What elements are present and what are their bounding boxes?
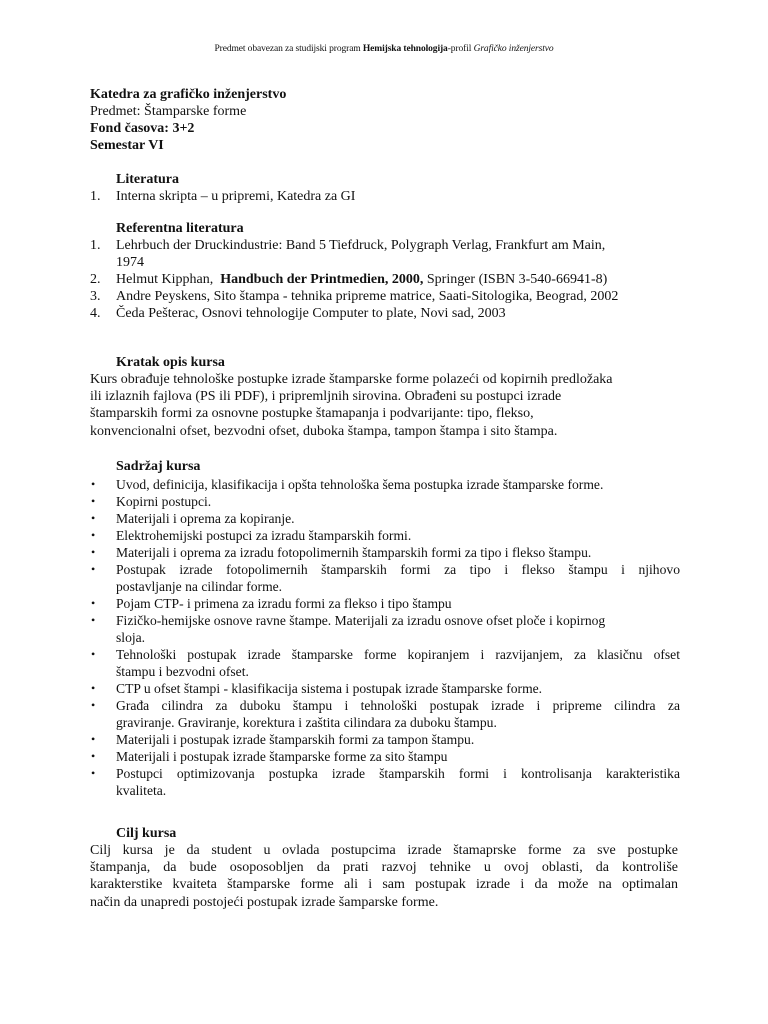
list-item-text: Materijali i oprema za izradu fotopolimernih štamparskih formi za tipo i flekso štampu. [116, 545, 592, 560]
list-item [90, 748, 680, 765]
bullet: • [91, 511, 96, 525]
reference-item [90, 271, 680, 288]
item-number: 4. [90, 306, 101, 321]
list-item-text: Tehnološki postupak izrade štamparske forme kopiranjem i razvijanjem, za klasičnu ofset [116, 647, 680, 662]
bullet: • [91, 698, 96, 712]
reference-heading: Referentna literatura [116, 221, 244, 236]
list-item [90, 731, 680, 748]
bullet: • [91, 596, 96, 610]
item-title: Handbuch der Printmedien, 2000, [220, 272, 424, 287]
list-item-text: Postupci optimizovanja postupka izrade štamparskih formi i kontrolisanja karakteristika [116, 766, 680, 781]
list-item-text-cont: kvaliteta. [116, 783, 167, 798]
department: Katedra za grafičko inženjerstvo [90, 87, 287, 102]
list-item [90, 765, 680, 799]
item-number: 2. [90, 272, 101, 287]
bullet: • [91, 477, 96, 491]
paragraph-line: štampanja, da bude osoposobljen da prati razvoj tehnike u ovoj oblasti, da kontroliše [90, 860, 678, 876]
paragraph-line: konvencionalni ofset, bezvodni ofset, duboka štampa, tampon štampa i sito štampa. [90, 423, 558, 439]
contents-list [90, 476, 680, 799]
course-subject: Predmet: Štamparske forme [90, 104, 247, 119]
item-number: 1. [90, 189, 101, 204]
literature-heading: Literatura [116, 172, 179, 187]
list-item [90, 561, 680, 595]
paragraph-line: način da unapredi postojeći postupak izrade šamparske forme. [90, 894, 439, 910]
reference-item [90, 288, 680, 305]
reference-item [90, 305, 680, 322]
list-item [90, 595, 680, 612]
bullet: • [91, 766, 96, 780]
list-item [90, 493, 680, 510]
literature-list [90, 188, 680, 205]
list-item-text: Pojam CTP- i primena za izradu formi za flekso i tipo štampu [116, 596, 452, 611]
semester: Semestar VI [90, 138, 164, 153]
bullet: • [91, 647, 96, 661]
contents-heading: Sadržaj kursa [116, 459, 201, 474]
item-publisher: Springer (ISBN 3-540-66941-8) [423, 272, 608, 287]
reference-list [90, 237, 680, 322]
bullet: • [91, 749, 96, 763]
list-item-text: Elektrohemijski postupci za izradu štamparskih formi. [116, 528, 412, 543]
list-item [90, 544, 680, 561]
list-item-text: Materijali i postupak izrade štamparske forme za sito štampu [116, 749, 448, 764]
goal-heading: Cilj kursa [116, 826, 177, 841]
list-item [90, 646, 680, 680]
course-info [90, 86, 678, 154]
item-text: Interna skripta – u pripremi, Katedra za GI [116, 189, 356, 204]
bullet: • [91, 545, 96, 559]
item-text: Lehrbuch der Druckindustrie: Band 5 Tiefdruck, Polygraph Verlag, Frankfurt am Main, [116, 238, 606, 253]
list-item-text-cont: postavljanje na cilindar forme. [116, 579, 283, 594]
reference-item [90, 237, 680, 271]
bullet: • [91, 681, 96, 695]
item-text-cont: 1974 [116, 255, 144, 270]
item-author: Helmut Kipphan, [116, 272, 221, 287]
header-profile: Grafičko inženjerstvo [473, 44, 554, 54]
bullet: • [91, 528, 96, 542]
bullet: • [91, 732, 96, 746]
list-item-text-cont: sloja. [116, 630, 146, 645]
list-item [90, 476, 680, 493]
list-item-text-cont: graviranje. Graviranje, korektura i zaštita cilindara za duboku štampu. [116, 715, 497, 730]
list-item-text: Postupak izrade fotopolimernih štamparskih formi za tipo i flekso štampu i njihovo [116, 562, 680, 577]
page-header [0, 44, 768, 54]
item-number: 1. [90, 238, 101, 253]
list-item-text: Građa cilindra za duboku štampu i tehnološki postupak izrade i pripreme cilindra za [116, 698, 680, 713]
literature-item [90, 188, 680, 205]
paragraph-line: štamparskih formi za osnovne postupke štamapanja i podvarijante: tipo, flekso, [90, 406, 534, 422]
list-item-text: Materijali i oprema za kopiranje. [116, 511, 295, 526]
item-number: 3. [90, 289, 101, 304]
list-item [90, 612, 680, 646]
list-item [90, 697, 680, 731]
paragraph-line: karakterstike kvaiteta štamparske forme ali i sam postupak izrade i da može na optimalan [90, 877, 678, 893]
item-text: Čeda Pešterac, Osnovi tehnologije Computer to plate, Novi sad, 2003 [116, 306, 506, 321]
hours-fund: Fond časova: 3+2 [90, 121, 195, 136]
goal-paragraph [90, 842, 678, 911]
list-item [90, 510, 680, 527]
list-item-text: Fizičko-hemijske osnove ravne štampe. Materijali za izradu osnove ofset ploče i kopirnog [116, 613, 606, 628]
list-item [90, 527, 680, 544]
header-prefix: Predmet obavezan za studijski program [214, 44, 363, 54]
item-text: Andre Peyskens, Sito štampa - tehnika pripreme matrice, Saati-Sitologika, Beograd, 2002 [116, 289, 619, 304]
paragraph-line: Cilj kursa je da student u ovlada postupcima izrade štamaprske forme za sve postupke [90, 843, 678, 858]
list-item-text-cont: štampu i bezvodni ofset. [116, 664, 249, 679]
header-middle: -profil [447, 44, 474, 54]
paragraph-line: ili izlaznih fajlova (PS ili PDF), i pripremljnih sirovina. Obrađeni su postupci izrade [90, 389, 562, 405]
bullet: • [91, 562, 96, 576]
bullet: • [91, 613, 96, 627]
list-item-text: Kopirni postupci. [116, 494, 212, 509]
list-item [90, 680, 680, 697]
description-heading: Kratak opis kursa [116, 355, 225, 370]
description-paragraph [90, 371, 678, 440]
list-item-text: Uvod, definicija, klasifikacija i opšta tehnološka šema postupka izrade štamparske forme. [116, 477, 604, 492]
list-item-text: Materijali i postupak izrade štamparskih formi za tampon štampu. [116, 732, 475, 747]
bullet: • [91, 494, 96, 508]
list-item-text: CTP u ofset štampi - klasifikacija sistema i postupak izrade štamparske forme. [116, 681, 543, 696]
paragraph-line: Kurs obrađuje tehnološke postupke izrade štamparske forme polazeći od kopirnih predložaka [90, 372, 613, 387]
header-program: Hemijska tehnologija [362, 44, 448, 54]
